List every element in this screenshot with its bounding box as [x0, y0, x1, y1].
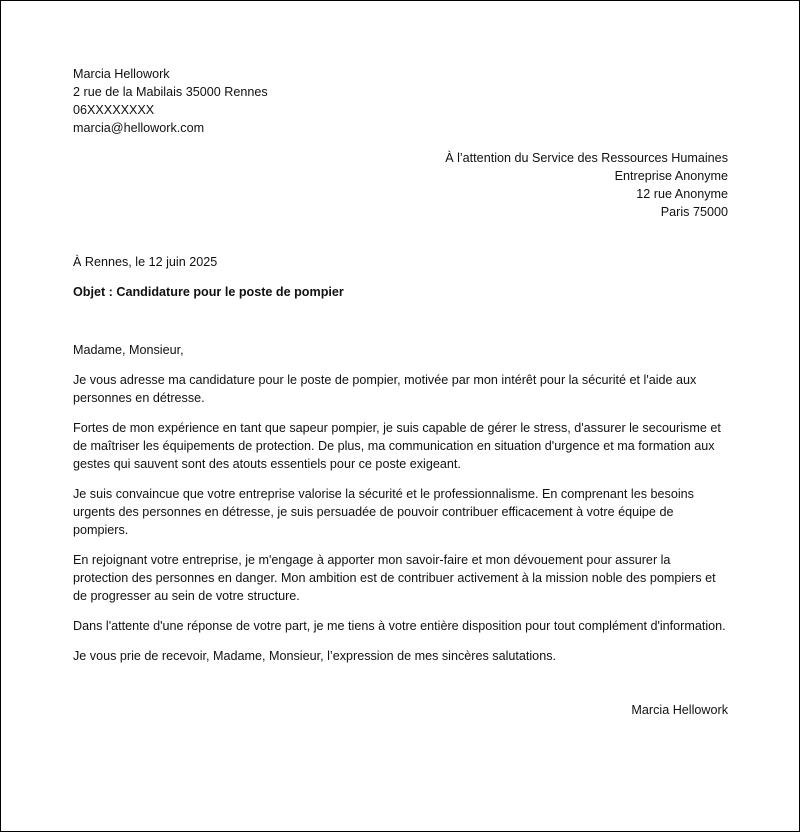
body-paragraph-1: Je vous adresse ma candidature pour le poste de pompier, motivée par mon intérêt pour la sécurité et l'aide aux personnes en détresse. [73, 373, 697, 405]
body-paragraph-5: Dans l'attente d'une réponse de votre part, je me tiens à votre entière disposition pour tout complément d'information. [73, 619, 726, 633]
sender-name: Marcia Hellowork [73, 67, 170, 81]
letter-body [73, 371, 728, 665]
sender-address: 2 rue de la Mabilais 35000 Rennes [73, 85, 268, 99]
closing-paragraph: Je vous prie de recevoir, Madame, Monsieur, l’expression de mes sincères salutations. [73, 649, 556, 663]
letter-salutation: Madame, Monsieur, [73, 343, 184, 357]
letter-content [73, 65, 728, 719]
letter-signature: Marcia Hellowork [631, 703, 728, 717]
sender-phone: 06XXXXXXXX [73, 103, 155, 117]
sender-block [73, 65, 728, 137]
recipient-attention: À l’attention du Service des Ressources Humaines [445, 151, 728, 165]
letter-date: À Rennes, le 12 juin 2025 [73, 255, 218, 269]
body-paragraph-4: En rejoignant votre entreprise, je m'engage à apporter mon savoir-faire et mon dévouement pour assurer la protection des personnes en danger. Mon ambition est de contribuer activement à la mission noble des pompiers et de progresser au sein de votre structure. [73, 553, 716, 603]
letter-subject: Objet : Candidature pour le poste de pompier [73, 285, 344, 299]
body-paragraph-2: Fortes de mon expérience en tant que sapeur pompier, je suis capable de gérer le stress, d'assurer le secourisme et de maîtriser les équipements de protection. De plus, ma communication en situation d'urgence et ma formation aux gestes qui sauvent sont des atouts essentiels pour ce poste exigeant. [73, 421, 721, 471]
recipient-block [73, 149, 728, 221]
sender-email: marcia@hellowork.com [73, 121, 205, 135]
recipient-street: 12 rue Anonyme [636, 187, 728, 201]
recipient-company: Entreprise Anonyme [614, 169, 728, 183]
body-paragraph-3: Je suis convaincue que votre entreprise valorise la sécurité et le professionnalisme. En comprenant les besoins urgents des personnes en détresse, je suis persuadée de pouvoir contribuer efficacement à votre équipe de pompiers. [73, 487, 694, 537]
recipient-city: Paris 75000 [660, 205, 728, 219]
